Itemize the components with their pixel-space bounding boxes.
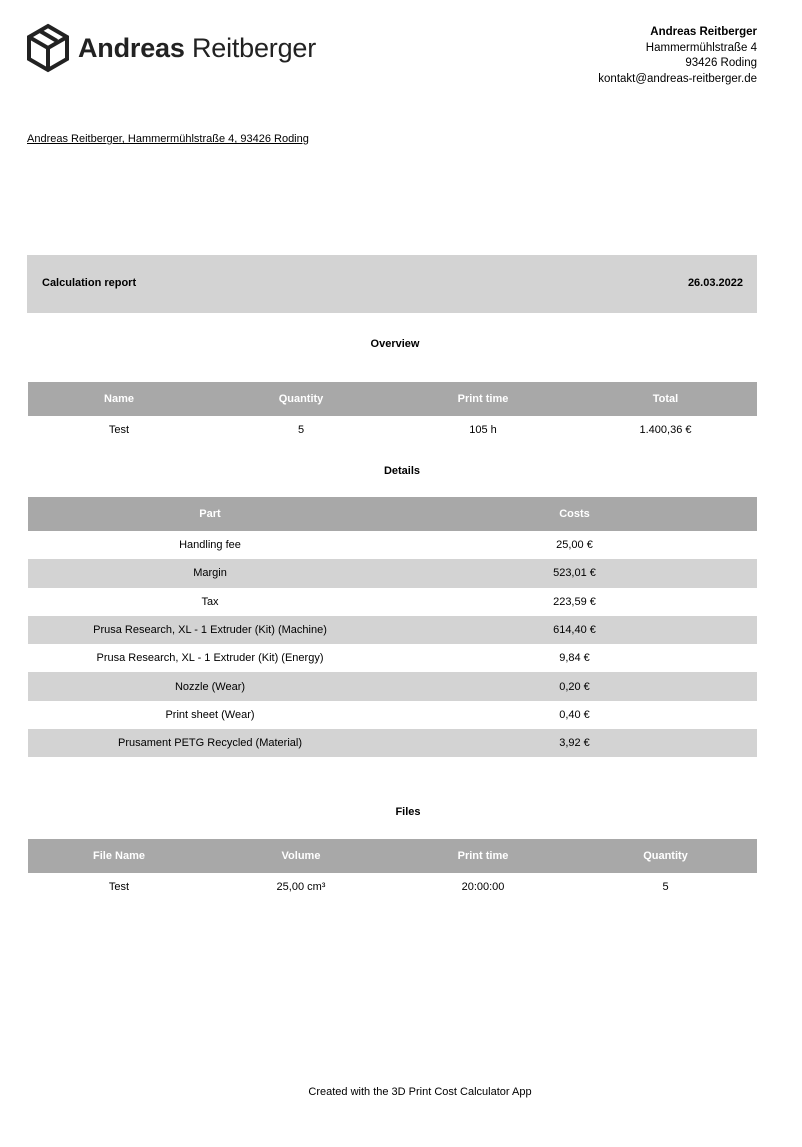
table-cell: Print sheet (Wear): [165, 708, 255, 721]
sender-city: 93426 Roding: [685, 57, 757, 69]
details-title: Details: [383, 465, 421, 477]
column-header: Volume: [210, 839, 392, 873]
logo-first-name: Andreas: [78, 32, 185, 63]
table-header-row: [28, 382, 757, 416]
column-header: File Name: [28, 839, 210, 873]
table-row: [28, 701, 757, 729]
report-date: 26.03.2022: [687, 277, 743, 289]
report-title: Calculation report: [42, 277, 137, 289]
table-cell: 25,00 cm³: [276, 881, 326, 894]
table-cell: 3,92 €: [392, 729, 757, 757]
table-row: [28, 672, 757, 700]
overview-table: [28, 382, 757, 444]
table-cell: Test: [108, 881, 130, 894]
table-cell: 223,59 €: [553, 595, 596, 608]
table-row: [28, 644, 757, 672]
report-header-bar: [27, 255, 757, 313]
table-row: [28, 559, 757, 587]
logo-text: [78, 32, 317, 63]
table-header-row: [28, 839, 757, 873]
table-cell: Prusa Research, XL - 1 Extruder (Kit) (Machine): [28, 616, 392, 644]
table-cell: 25,00 €: [556, 539, 593, 552]
table-cell: Nozzle (Wear): [28, 672, 392, 700]
table-cell: 20:00:00: [461, 881, 505, 894]
table-cell: Prusament PETG Recycled (Material): [28, 729, 392, 757]
table-cell: 614,40 €: [392, 616, 757, 644]
sender-name: Andreas Reitberger: [650, 26, 757, 38]
table-row: [28, 588, 757, 616]
table-cell: Margin: [28, 559, 392, 587]
table-cell: Handling fee: [179, 539, 241, 552]
sender-email: kontakt@andreas-reitberger.de: [598, 72, 757, 85]
column-header: Name: [28, 382, 210, 416]
table-row: [28, 729, 757, 757]
table-cell: 1.400,36 €: [639, 424, 692, 437]
table-row: [28, 616, 757, 644]
table-row: [28, 416, 757, 444]
table-row: [28, 531, 757, 559]
cube-logo-icon: [26, 23, 70, 73]
return-address-line: Andreas Reitberger, Hammermühlstraße 4, 93426 Roding: [27, 133, 309, 145]
column-header: Total: [574, 382, 757, 416]
logo-last-name: Reitberger: [191, 32, 317, 63]
table-cell: 0,40 €: [559, 708, 590, 721]
overview-title: Overview: [370, 338, 420, 350]
table-cell: 5: [297, 424, 305, 437]
column-header: Costs: [392, 497, 757, 531]
table-cell: Prusa Research, XL - 1 Extruder (Kit) (Energy): [96, 652, 324, 665]
files-title: Files: [395, 806, 421, 818]
column-header: Part: [28, 497, 392, 531]
files-table: [28, 839, 757, 901]
footer-note: Created with the 3D Print Cost Calculator App: [308, 1086, 532, 1098]
logo: [26, 23, 316, 73]
table-header-row: [28, 497, 757, 531]
table-cell: 0,20 €: [392, 672, 757, 700]
table-cell: 105 h: [469, 424, 497, 437]
column-header: Print time: [392, 839, 574, 873]
table-cell: Tax: [201, 595, 219, 608]
table-cell: 5: [662, 881, 669, 894]
table-row: [28, 873, 757, 901]
sender-address: [598, 25, 757, 87]
details-table: [28, 497, 757, 757]
sender-street: Hammermühlstraße 4: [645, 41, 757, 54]
column-header: Quantity: [574, 839, 757, 873]
column-header: Print time: [392, 382, 574, 416]
table-cell: 9,84 €: [559, 652, 590, 665]
table-cell: 523,01 €: [392, 559, 757, 587]
column-header: Quantity: [210, 382, 392, 416]
table-cell: Test: [108, 424, 130, 437]
